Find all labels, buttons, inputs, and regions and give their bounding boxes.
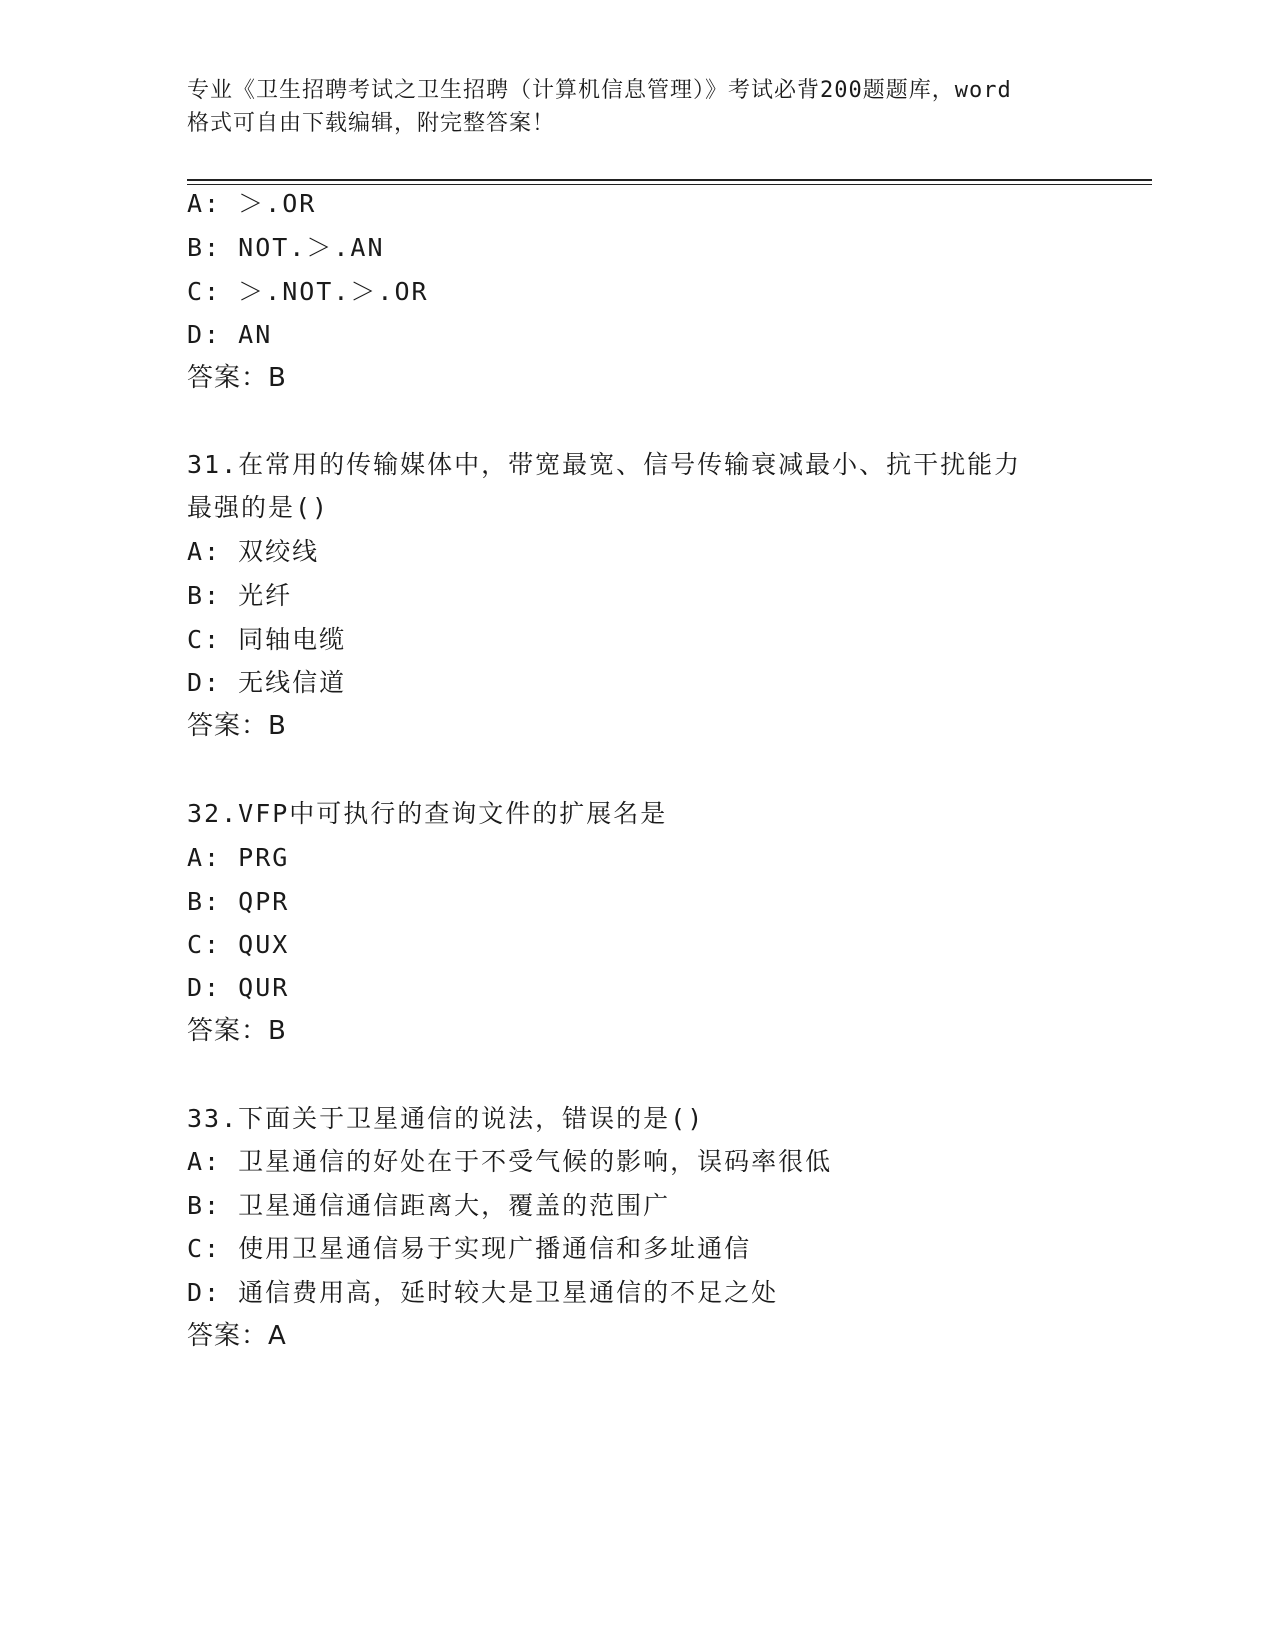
q31-answer: 答案：B xyxy=(187,711,287,741)
q33-option-c: C: 使用卫星通信易于实现广播通信和多址通信 xyxy=(187,1234,752,1263)
header-divider-thick xyxy=(187,179,1152,181)
q32-option-d: D: QUR xyxy=(187,973,290,1002)
q30-answer: 答案：B xyxy=(187,363,287,393)
q30-option-d: D: AN xyxy=(187,320,273,349)
q32-answer: 答案：B xyxy=(187,1016,287,1046)
q33-question-line-1: 33.下面关于卫星通信的说法，错误的是() xyxy=(187,1104,705,1133)
q31-option-b: B: 光纤 xyxy=(187,581,293,610)
q30-option-b: B: NOT.＞.AN xyxy=(187,233,385,262)
header-line-2: 格式可自由下载编辑，附完整答案！ xyxy=(187,111,556,136)
header-divider-thin xyxy=(187,184,1152,185)
q31-option-a: A: 双绞线 xyxy=(187,537,320,566)
q31-question-line-1: 31.在常用的传输媒体中，带宽最宽、信号传输衰减最小、抗干扰能力 xyxy=(187,450,1022,479)
q31-option-c: C: 同轴电缆 xyxy=(187,625,347,654)
q33-option-b: B: 卫星通信通信距离大，覆盖的范围广 xyxy=(187,1191,671,1220)
q31-option-d: D: 无线信道 xyxy=(187,668,347,697)
q32-option-c: C: QUX xyxy=(187,930,290,959)
q32-option-a: A: PRG xyxy=(187,843,290,872)
q33-option-d: D: 通信费用高，延时较大是卫星通信的不足之处 xyxy=(187,1278,779,1307)
q30-option-a: A: ＞.OR xyxy=(187,189,317,218)
q33-option-a: A: 卫星通信的好处在于不受气候的影响，误码率很低 xyxy=(187,1147,833,1176)
q32-option-b: B: QPR xyxy=(187,887,290,916)
q30-option-c: C: ＞.NOT.＞.OR xyxy=(187,277,429,306)
header-line-1: 专业《卫生招聘考试之卫生招聘（计算机信息管理）》考试必背200题题库，word xyxy=(187,78,1012,103)
document-header xyxy=(187,74,1087,140)
q31-question-line-2: 最强的是() xyxy=(187,493,330,522)
q32-question-line-1: 32.VFP中可执行的查询文件的扩展名是 xyxy=(187,799,668,828)
q33-answer: 答案：A xyxy=(187,1321,287,1351)
